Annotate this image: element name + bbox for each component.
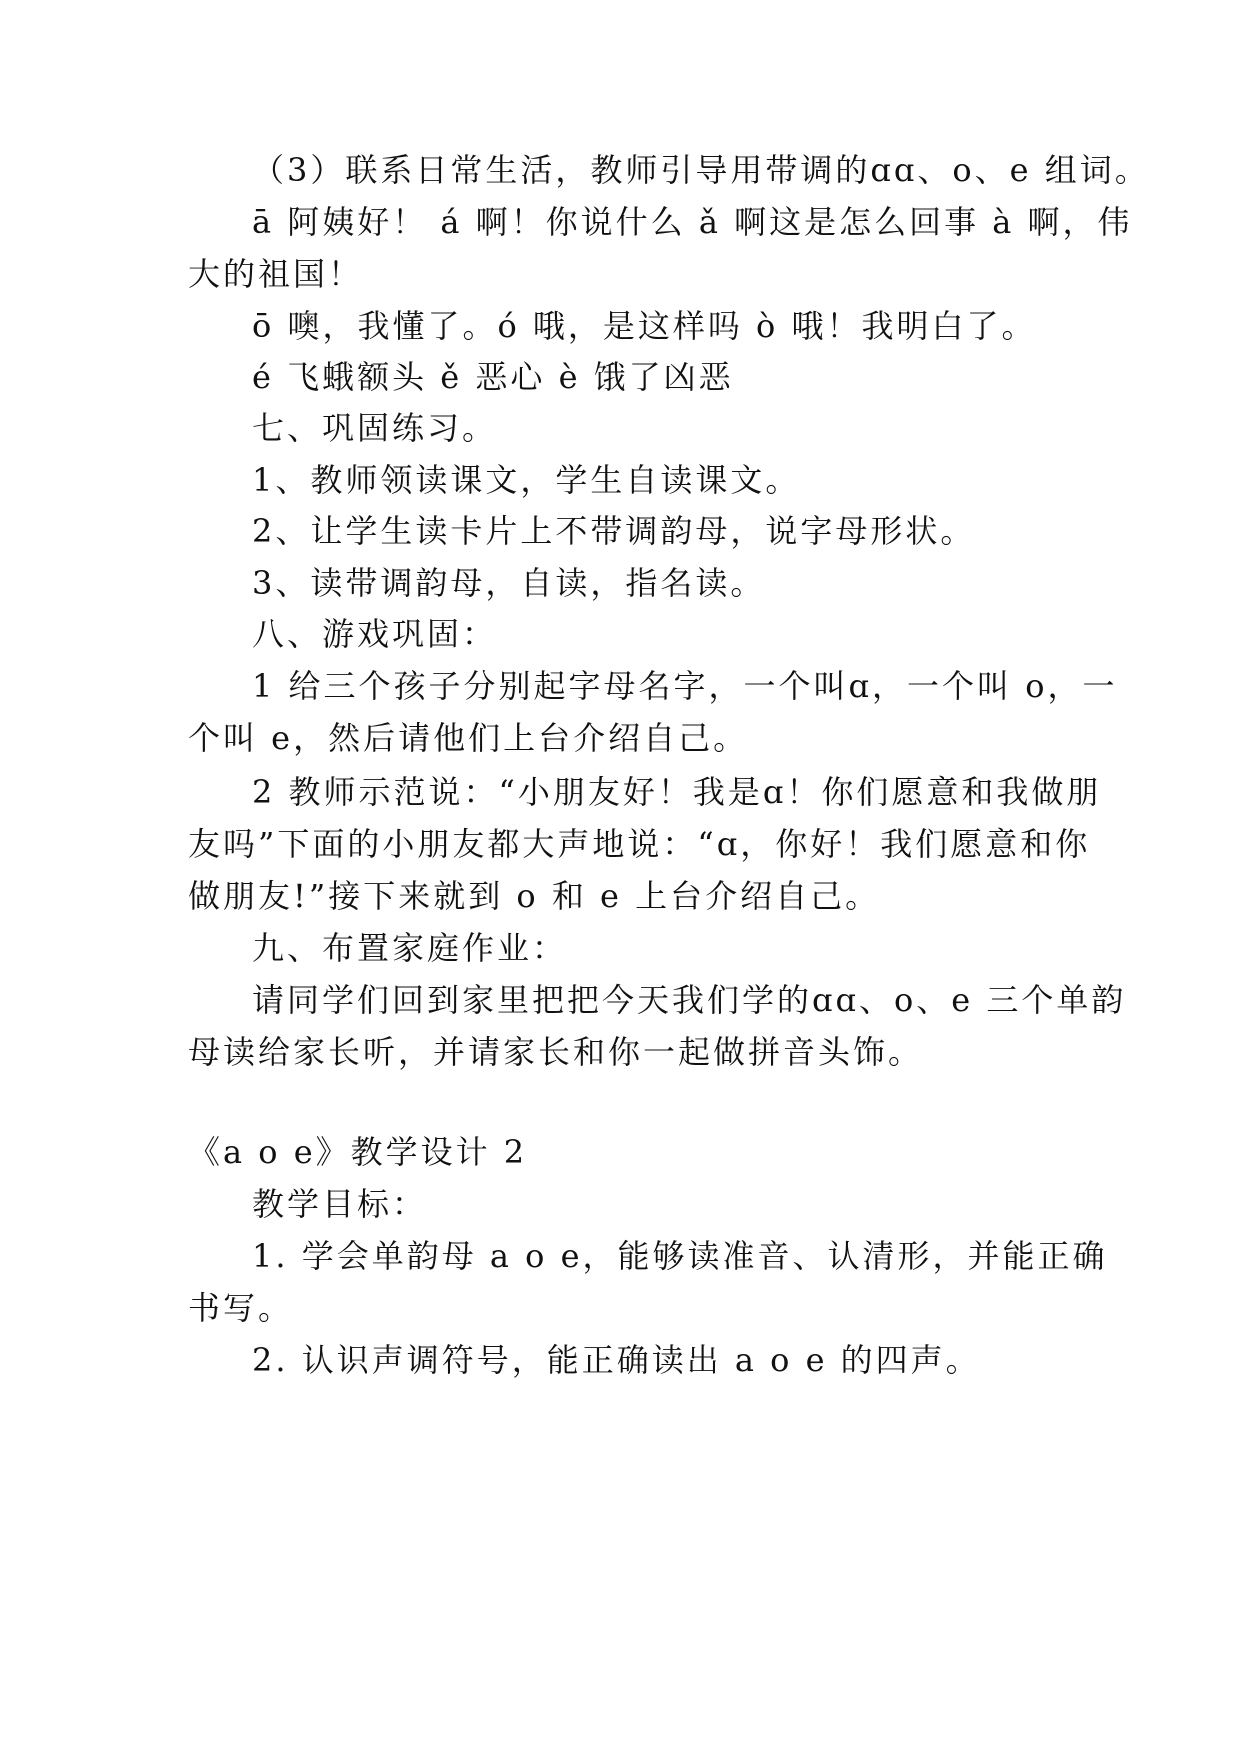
paragraph-line: 1 给三个孩子分别起字母名字，一个叫ɑ，一个叫 o，一: [252, 667, 1118, 705]
paragraph-line: 请同学们回到家里把把今天我们学的ɑɑ、o、e 三个单韵: [252, 981, 1127, 1019]
section-heading: 七、巩固练习。: [252, 409, 498, 447]
paragraph-line: 大的祖国！: [188, 255, 364, 293]
paragraph-line: 3、读带调韵母，自读，指名读。: [252, 564, 766, 602]
document-title: 《a o e》教学设计 2: [188, 1133, 528, 1171]
paragraph-line: 1. 学会单韵母 a o e，能够读准音、认清形，并能正确: [252, 1237, 1108, 1275]
paragraph-line: 2 教师示范说：“小朋友好！我是ɑ！你们愿意和我做朋: [252, 773, 1102, 811]
paragraph-line: 做朋友!”接下来就到 o 和 e 上台介绍自己。: [188, 877, 881, 915]
paragraph-line: （3）联系日常生活，教师引导用带调的ɑɑ、o、e 组词。: [252, 151, 1150, 189]
section-heading: 教学目标：: [252, 1185, 428, 1223]
paragraph-line: 个叫 e，然后请他们上台介绍自己。: [188, 719, 749, 757]
paragraph-line: ō 噢，我懂了。ó 哦，是这样吗 ò 哦！我明白了。: [252, 307, 1037, 345]
paragraph-line: 2、让学生读卡片上不带调韵母，说字母形状。: [252, 512, 976, 550]
section-heading: 八、游戏巩固：: [252, 615, 498, 653]
paragraph-line: ā 阿姨好！ á 啊！你说什么 ǎ 啊这是怎么回事 à 啊，伟: [252, 203, 1133, 241]
paragraph-line: 友吗”下面的小朋友都大声地说：“ɑ，你好！我们愿意和你: [188, 825, 1091, 863]
paragraph-line: 书写。: [188, 1289, 294, 1327]
paragraph-line: é 飞蛾额头 ě 恶心 è 饿了凶恶: [252, 358, 734, 396]
paragraph-line: 1、教师领读课文，学生自读课文。: [252, 461, 801, 499]
paragraph-line: 母读给家长听，并请家长和你一起做拼音头饰。: [188, 1033, 924, 1071]
section-heading: 九、布置家庭作业：: [252, 929, 568, 967]
paragraph-line: 2. 认识声调符号，能正确读出 a o e 的四声。: [252, 1341, 981, 1379]
